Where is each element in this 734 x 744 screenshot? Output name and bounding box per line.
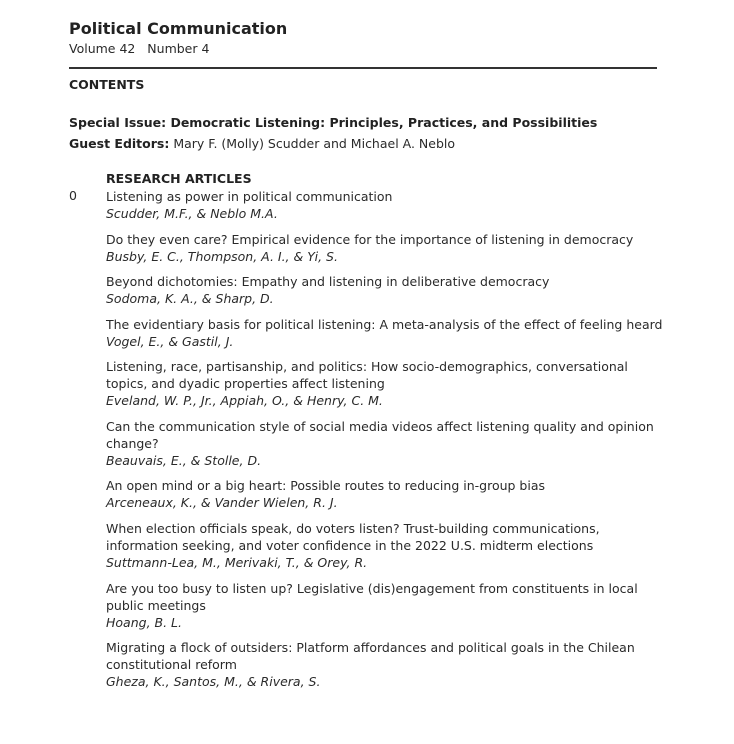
page-number: 0 [69, 188, 77, 203]
article-authors: Suttmann-Lea, M., Merivaki, T., & Orey, R. [106, 555, 368, 570]
article-title: Do they even care? Empirical evidence for the importance of listening in democracy [106, 232, 634, 247]
article-entry [106, 273, 666, 307]
article-authors: Hoang, B. L. [106, 615, 182, 630]
article-entry [106, 477, 666, 511]
article-title: Listening, race, partisanship, and politics: How socio-demographics, conversational topics, and dyadic properties affect listening [106, 359, 628, 391]
header-divider [69, 67, 657, 69]
guest-editors-line [69, 136, 455, 151]
article-authors: Sodoma, K. A., & Sharp, D. [106, 291, 274, 306]
guest-editors-label: Guest Editors: [69, 136, 170, 151]
article-entry [106, 418, 666, 469]
article-authors: Busby, E. C., Thompson, A. I., & Yi, S. [106, 249, 338, 264]
article-title: Migrating a flock of outsiders: Platform affordances and political goals in the Chilean constitutional reform [106, 640, 635, 672]
article-entry [106, 639, 666, 690]
article-authors: Beauvais, E., & Stolle, D. [106, 453, 262, 468]
article-entry [106, 316, 666, 350]
article-entry [106, 231, 666, 265]
article-title: Are you too busy to listen up? Legislative (dis)engagement from constituents in local public meetings [106, 581, 638, 613]
article-title: Can the communication style of social media videos affect listening quality and opinion change? [106, 419, 654, 451]
article-title: When election officials speak, do voters listen? Trust-building communications, information seeking, and voter confidence in the 2022 U.S. midterm elections [106, 521, 600, 553]
article-authors: Arceneaux, K., & Vander Wielen, R. J. [106, 495, 338, 510]
journal-title: Political Communication [69, 19, 288, 38]
article-entry [106, 188, 666, 222]
guest-editors-names: Mary F. (Molly) Scudder and Michael A. Neblo [173, 136, 456, 151]
article-title: Listening as power in political communication [106, 189, 393, 204]
article-entry [106, 358, 666, 409]
article-authors: Eveland, W. P., Jr., Appiah, O., & Henry, C. M. [106, 393, 383, 408]
article-authors: Gheza, K., Santos, M., & Rivera, S. [106, 674, 321, 689]
article-entry [106, 520, 666, 571]
article-entry [106, 580, 666, 631]
article-authors: Scudder, M.F., & Neblo M.A. [106, 206, 278, 221]
article-title: An open mind or a big heart: Possible routes to reducing in-group bias [106, 478, 545, 493]
article-title: The evidentiary basis for political listening: A meta-analysis of the effect of feeling heard [106, 317, 663, 332]
special-issue-title: Special Issue: Democratic Listening: Principles, Practices, and Possibilities [69, 115, 598, 130]
article-title: Beyond dichotomies: Empathy and listening in deliberative democracy [106, 274, 550, 289]
volume-number-line: Volume 42 Number 4 [69, 41, 210, 56]
contents-heading: CONTENTS [69, 77, 145, 92]
article-authors: Vogel, E., & Gastil, J. [106, 334, 234, 349]
research-articles-heading: RESEARCH ARTICLES [106, 171, 252, 186]
